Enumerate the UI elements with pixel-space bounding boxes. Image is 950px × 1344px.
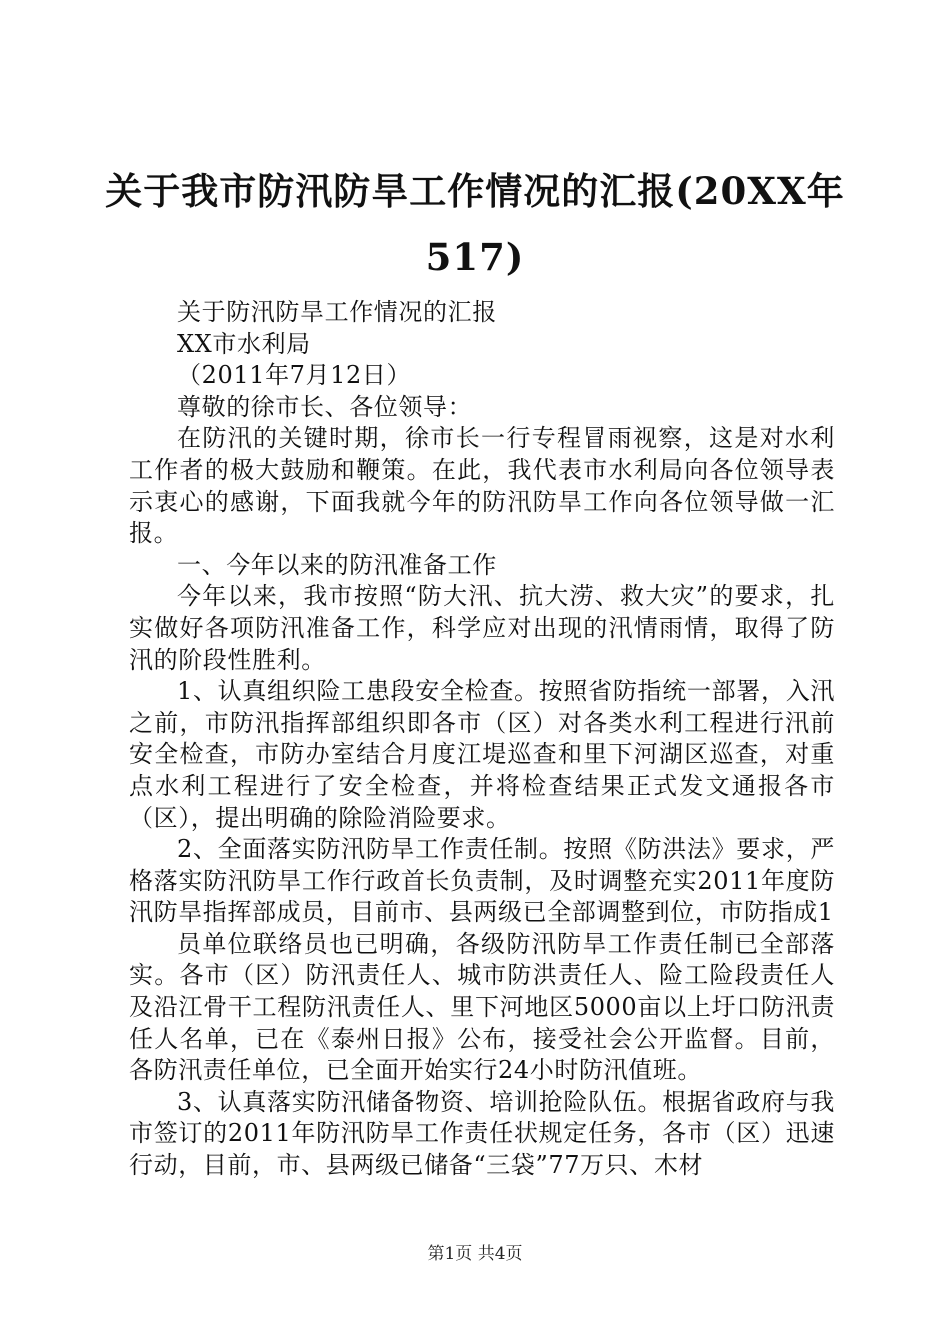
body-paragraph: 在防汛的关键时期，徐市长一行专程冒雨视察，这是对水利工作者的极大鼓励和鞭策。在此，我代表市水利局向各位领导表示衷心的感谢，下面我就今年的防汛防旱工作向各位领导做一汇报。	[129, 424, 835, 548]
document-body	[129, 297, 835, 1182]
body-paragraph: 3、认真落实防汛储备物资、培训抢险队伍。根据省政府与我市签订的2011年防汛防旱工作责任状规定任务，各市（区）迅速行动，目前，市、县两级已储备“三袋”77万只、木材	[129, 1087, 835, 1180]
page-footer: 第1页 共4页	[427, 1244, 523, 1264]
body-paragraph: 今年以来，我市按照“防大汛、抗大涝、救大灾”的要求，扎实做好各项防汛准备工作，科学应对出现的汛情雨情，取得了防汛的阶段性胜利。	[129, 582, 835, 674]
document-title: 关于我市防汛防旱工作情况的汇报(20XX年517)	[105, 169, 845, 279]
body-paragraph: XX市水利局	[177, 329, 311, 358]
body-paragraph: 尊敬的徐市长、各位领导：	[177, 392, 473, 421]
section-heading: 一、今年以来的防汛准备工作	[177, 550, 497, 579]
body-paragraph: （2011年7月12日）	[177, 361, 412, 390]
body-paragraph: 关于防汛防旱工作情况的汇报	[177, 298, 497, 326]
body-paragraph: 1、认真组织险工患段安全检查。按照省防指统一部署，入汛之前，市防汛指挥部组织即各市（区）对各类水利工程进行汛前安全检查，市防办室结合月度江堤巡查和里下河湖区巡查，对重点水利工程进行了安全检查，并将检查结果正式发文通报各市（区），提出明确的除险消险要求。	[129, 677, 835, 832]
body-paragraph: 员单位联络员也已明确，各级防汛防旱工作责任制已全部落实。各市（区）防汛责任人、城市防洪责任人、险工险段责任人及沿江骨干工程防汛责任人、里下河地区5000亩以上圩口防汛责任人名单，已在《泰州日报》公布，接受社会公开监督。目前，各防汛责任单位，已全面开始实行24小时防汛值班。	[129, 929, 835, 1085]
body-paragraph: 2、全面落实防汛防旱工作责任制。按照《防洪法》要求，严格落实防汛防旱工作行政首长负责制，及时调整充实2011年度防汛防旱指挥部成员，目前市、县两级已全部调整到位，市防指成1	[129, 835, 835, 927]
